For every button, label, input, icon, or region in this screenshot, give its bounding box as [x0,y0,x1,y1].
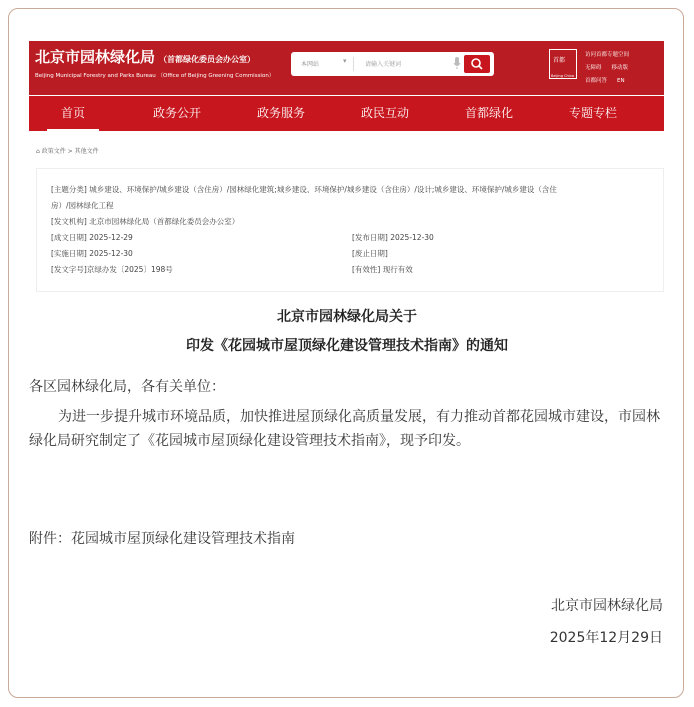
meta-issuer: [发文机构] 北京市园林绿化局（首都绿化委员会办公室） [51,217,240,226]
top-link-accessibility[interactable]: 无障碍 [585,65,602,71]
microphone-icon[interactable] [453,56,461,70]
nav-special-topics[interactable]: 专题专栏 [568,106,617,120]
notice-title-line2: 印发《花园城市屋顶绿化建设管理技术指南》的通知 [186,338,508,354]
nav-gov-affairs[interactable]: 政务公开 [152,106,201,120]
meta-written-date: [成文日期] 2025-12-29 [51,233,133,242]
nav-interaction[interactable]: 政民互动 [360,106,409,120]
search-icon [464,55,490,73]
nav-home[interactable]: 首页 [47,96,99,131]
site-name-sub: （首都绿化委员会办公室） [159,55,256,64]
site-name-en: Beijing Municipal Forestry and Parks Bureau （Office of Beijing Greening Commission） [35,73,275,79]
site-name: 北京市园林绿化局 [35,48,156,66]
top-link-mobile[interactable]: 移动版 [611,65,629,71]
breadcrumb-path[interactable]: 政策文件 > 其他文件 [41,148,99,155]
main-nav [29,96,664,131]
home-icon[interactable]: ⌂ [36,148,40,155]
meta-doc-number: [发文字号]京绿办发〔2025〕198号 [51,265,173,274]
site-logo[interactable] [35,46,255,67]
meta-validity: [有效性] 现行有效 [352,265,413,274]
notice-date: 2025年12月29日 [549,630,663,646]
meta-publish-date: [发布日期] 2025-12-30 [352,233,434,242]
site-header [29,41,664,95]
capital-badge[interactable] [549,49,577,79]
search-box [291,52,494,76]
notice-body: 为进一步提升城市环境品质，加快推进屋顶绿化高质量发展，有力推动首都花园城市建设，市园林绿化局研究制定了《花园城市屋顶绿化建设管理技术指南》，现予印发。 [29,409,660,449]
top-link-special[interactable]: 访问首都专题空间 [585,52,630,58]
badge-text: 首都 [553,57,566,64]
badge-caption: Beijing China [551,74,575,78]
nav-capital-greening[interactable]: 首都绿化 [464,106,513,120]
notice-title-line1: 北京市园林绿化局关于 [277,309,417,325]
notice-salutation: 各区园林绿化局，各有关单位： [29,379,225,395]
document-metadata [36,168,664,292]
search-button[interactable] [464,55,490,73]
top-link-qa[interactable]: 首都问答 [585,78,608,84]
top-link-english[interactable]: EN [617,78,625,84]
top-links [585,49,665,88]
chevron-down-icon[interactable]: ▾ [343,57,347,65]
meta-expire-date: [废止日期] [352,249,388,258]
meta-effective-date: [实施日期] 2025-12-30 [51,249,133,258]
search-divider [353,57,354,71]
meta-subject: [主题分类] 城乡建设、环境保护/城乡建设（含住房）/园林绿化建筑;城乡建设、环境保护/城乡建设（含住房）/设计;城乡建设、环境保护/城乡建设（含住 [51,185,557,194]
notice-attachment[interactable]: 附件：花园城市屋顶绿化建设管理技术指南 [29,531,295,547]
search-input[interactable]: 请输入关键词 [365,61,402,68]
search-scope-select[interactable]: 本网站 [301,61,320,68]
meta-subject-cont: 房）/园林绿化工程 [51,201,114,210]
nav-gov-services[interactable]: 政务服务 [256,106,305,120]
notice-signature: 北京市园林绿化局 [551,598,663,614]
breadcrumb [36,146,99,155]
